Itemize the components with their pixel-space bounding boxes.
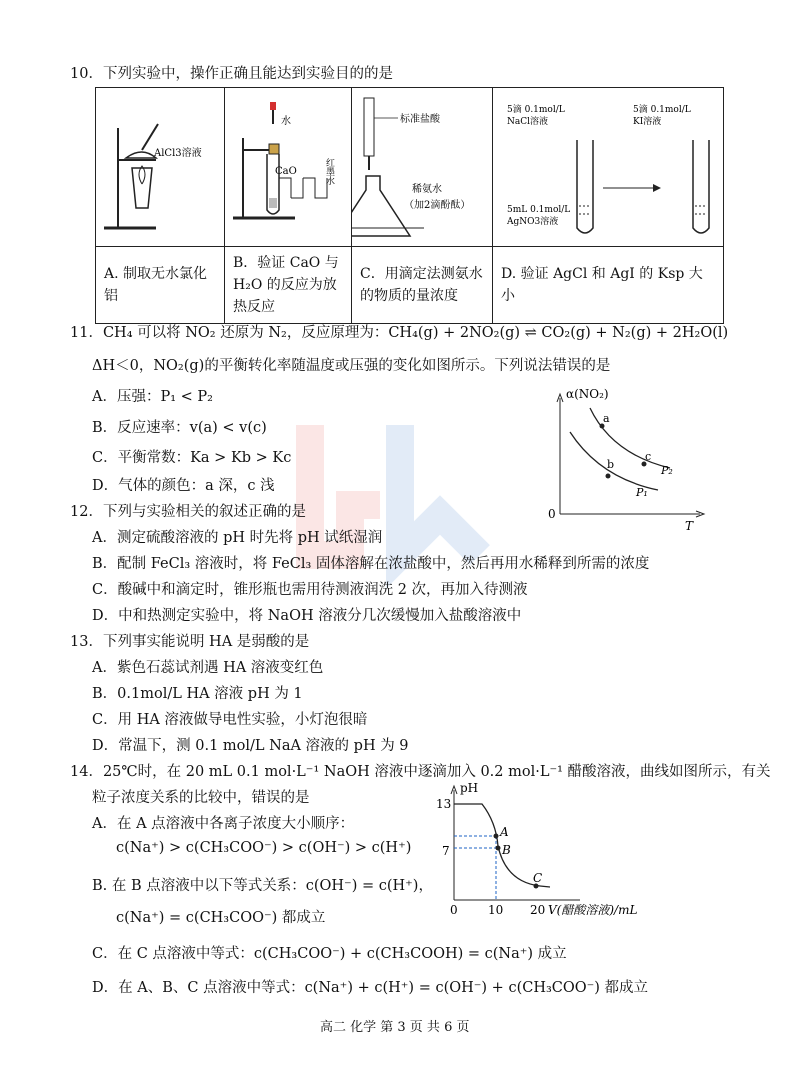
watermark-logo (290, 405, 490, 605)
q10-option-d: D. 验证 AgCl 和 AgI 的 Ksp 大小 (493, 247, 724, 324)
q10-c-indicator-label: （加2滴酚酞） (404, 200, 471, 211)
q14-option-a-2: c(Na⁺) > c(CH₃COO⁻) > c(OH⁻) > c(H⁺) (116, 840, 412, 856)
q10-figure-b (225, 88, 352, 247)
q13-option-c: C．用 HA 溶液做导电性实验，小灯泡很暗 (92, 712, 368, 728)
q11-point-b-label: b (607, 458, 615, 471)
q10-d-agno3-label-2: AgNO3溶液 (507, 217, 559, 227)
q10-figure-a (96, 88, 225, 247)
q14-graph-y13: 13 (436, 797, 452, 811)
q12-option-a: A．测定硫酸溶液的 pH 时先将 pH 试纸湿润 (92, 530, 383, 546)
q10-b-red-water-label: 红墨水 (324, 158, 334, 185)
q11-stem-2: ΔH＜0，NO₂(g)的平衡转化率随温度或压强的变化如图所示。下列说法错误的是 (92, 358, 611, 374)
q14-point-a-label: A (500, 825, 509, 839)
q11-graph-origin: 0 (548, 507, 556, 521)
q10-d-ki-label-2: KI溶液 (633, 117, 662, 127)
q14-option-b-2: c(Na⁺) = c(CH₃COO⁻) 都成立 (116, 910, 326, 926)
q14-option-a-1: A．在 A 点溶液中各离子浓度大小顺序： (92, 816, 355, 832)
q11-curve-p2-label: P₂ (661, 464, 673, 477)
q10-d-nacl-label-1: 5滴 0.1mol/L (507, 105, 565, 115)
q14-option-b-1: B. 在 B 点溶液中以下等式关系：c(OH⁻) = c(H⁺)， (92, 878, 433, 894)
q10-experiment-table (95, 87, 724, 324)
q10-d-ki-label-1: 5滴 0.1mol/L (633, 105, 691, 115)
q11-stem: 11．CH₄ 可以将 NO₂ 还原为 N₂，反应原理为：CH₄(g) + 2NO₂(g) ⇌ CO₂(g) + N₂(g) + 2H₂O(l) (70, 325, 729, 341)
q11-option-a: A．压强：P₁ < P₂ (92, 389, 213, 405)
q12-option-b: B．配制 FeCl₃ 溶液时，将 FeCl₃ 固体溶解在浓盐酸中，然后再用水稀释到所需的浓度 (92, 556, 650, 572)
q14-option-c: C．在 C 点溶液中等式：c(CH₃COO⁻) + c(CH₃COOH) = c(Na⁺) 成立 (92, 946, 567, 962)
q10-d-nacl-label-2: NaCl溶液 (507, 117, 549, 127)
q11-option-c: C．平衡常数：Ka > Kb > Kc (92, 450, 292, 466)
q12-option-c: C．酸碱中和滴定时，锥形瓶也需用待测液润洗 2 次，再加入待测液 (92, 582, 528, 598)
q10-option-b: B．验证 CaO 与 H₂O 的反应为放热反应 (225, 247, 352, 324)
q14-graph (430, 782, 680, 922)
q11-option-b: B．反应速率：v(a) < v(c) (92, 420, 267, 436)
q10-b-water-label: 水 (281, 116, 291, 127)
q13-option-b: B．0.1mol/L HA 溶液 pH 为 1 (92, 686, 303, 702)
q10-b-cao-label: CaO (275, 166, 297, 177)
q11-point-a-label: a (603, 412, 610, 425)
q10-d-agno3-label-1: 5mL 0.1mol/L (507, 205, 571, 215)
q12-option-d: D．中和热测定实验中，将 NaOH 溶液分几次缓慢加入盐酸溶液中 (92, 608, 522, 624)
q10-figure-d (493, 88, 724, 247)
q10-figure-c (352, 88, 493, 247)
q11-point-b (606, 474, 611, 479)
q10-option-a: A. 制取无水氯化铝 (96, 247, 225, 324)
q10-option-c: C．用滴定法测氨水的物质的量浓度 (352, 247, 493, 324)
q14-point-a (494, 834, 499, 839)
page-footer: 高二 化学 第 3 页 共 6 页 (320, 1020, 470, 1035)
q14-graph-x0: 0 (450, 903, 458, 917)
q14-stem-2: 粒子浓度关系的比较中，错误的是 (92, 790, 310, 806)
q11-point-c-label: c (645, 450, 652, 463)
q11-option-d: D．气体的颜色：a 深，c 浅 (92, 478, 275, 494)
q11-graph-xlabel: T (685, 519, 694, 533)
q14-point-b (496, 846, 501, 851)
q14-option-d: D．在 A、B、C 点溶液中等式：c(Na⁺) + c(H⁺) = c(OH⁻) + c(CH₃COO⁻) 都成立 (92, 980, 649, 996)
q10-stem: 10．下列实验中，操作正确且能达到实验目的的是 (70, 66, 393, 82)
q14-graph-ylabel: pH (460, 782, 479, 795)
q14-stem: 14．25℃时，在 20 mL 0.1 mol·L⁻¹ NaOH 溶液中逐滴加入 0.2 mol·L⁻¹ 醋酸溶液，曲线如图所示，有关 (70, 764, 771, 780)
q14-graph-xlabel: V(醋酸溶液)/mL (548, 903, 638, 917)
q11-graph-ylabel: α(NO₂) (566, 387, 609, 401)
q11-curve-p2 (590, 408, 670, 468)
q11-curve-p1-label: P₁ (636, 486, 648, 499)
q11-graph (540, 384, 720, 534)
q14-point-b-label: B (502, 843, 511, 857)
q14-point-c-label: C (533, 871, 543, 885)
q13-stem: 13．下列事实能说明 HA 是弱酸的是 (70, 634, 310, 650)
q10-c-flask-label: 稀氨水 (412, 184, 442, 195)
q14-graph-x10: 10 (488, 903, 504, 917)
q14-graph-y7: 7 (442, 844, 450, 858)
q13-option-d: D．常温下，测 0.1 mol/L NaA 溶液的 pH 为 9 (92, 738, 409, 754)
q14-graph-x20: 20 (530, 903, 546, 917)
q10-c-burette-label: 标准盐酸 (400, 114, 440, 125)
q13-option-a: A．紫色石蕊试剂遇 HA 溶液变红色 (92, 660, 324, 676)
q10-a-solution-label: AlCl3溶液 (154, 148, 202, 159)
q12-stem: 12．下列与实验相关的叙述正确的是 (70, 504, 306, 520)
